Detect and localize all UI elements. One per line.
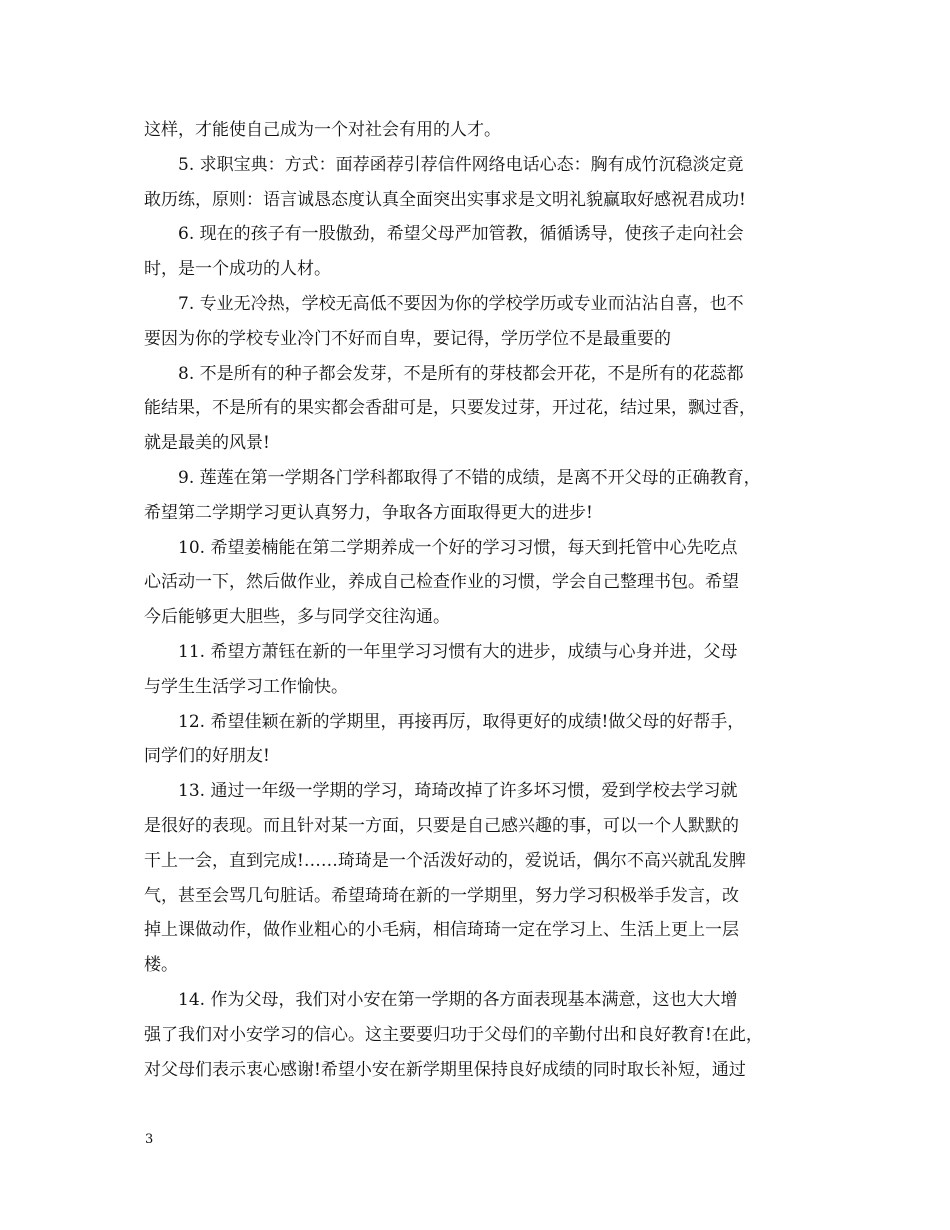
paragraph-line: 11. 希望方萧钰在新的一年里学习习惯有大的进步，成绩与心身并进，父母 [178,641,738,662]
page-number: 3 [145,1132,154,1147]
paragraph-line: 强了我们对小安学习的信心。这主要要归功于父母们的辛勤付出和良好教育!在此， [144,1024,763,1045]
paragraph-line: 气，甚至会骂几句脏话。希望琦琦在新的一学期里，努力学习积极举手发言，改 [144,885,739,906]
paragraph-line: 对父母们表示衷心感谢!希望小安在新学期里保持良好成绩的同时取长补短，通过 [144,1059,746,1080]
paragraph-line: 7. 专业无冷热，学校无高低不要因为你的学校学历或专业而沾沾自喜，也不 [178,293,744,314]
paragraph-line: 6. 现在的孩子有一股傲劲，希望父母严加管教，循循诱导，使孩子走向社会 [178,224,744,245]
paragraph-line: 这样，才能使自己成为一个对社会有用的人才。 [144,120,501,140]
paragraph-line: 12. 希望佳颖在新的学期里，再接再厉，取得更好的成绩!做父母的好帮手， [178,711,745,732]
paragraph-line: 8. 不是所有的种子都会发芽，不是所有的芽枝都会开花，不是所有的花蕊都 [178,363,744,384]
paragraph-line: 10. 希望姜楠能在第二学期养成一个好的学习习惯，每天到托管中心先吃点 [178,537,738,558]
paragraph-line: 掉上课做动作，做作业粗心的小毛病，相信琦琦一定在学习上、生活上更上一层 [144,920,739,941]
paragraph-line: 敢历练，原则：语言诚恳态度认真全面突出实事求是文明礼貌赢取好感祝君成功! [144,189,746,210]
paragraph-line: 同学们的好朋友! [144,746,270,767]
paragraph-line: 时，是一个成功的人材。 [144,259,331,280]
paragraph-line: 与学生生活学习工作愉快。 [144,676,348,697]
paragraph-line: 9. 莲莲在第一学期各门学科都取得了不错的成绩，是离不开父母的正确教育， [178,467,761,488]
paragraph-line: 就是最美的风景! [144,433,270,454]
paragraph-line: 5. 求职宝典：方式：面荐函荐引荐信件网络电话心态：胸有成竹沉稳淡定竟 [178,154,744,175]
paragraph-line: 心活动一下，然后做作业，养成自己检查作业的习惯，学会自己整理书包。希望 [144,572,739,593]
paragraph-line: 能结果，不是所有的果实都会香甜可是，只要发过芽，开过花，结过果，飘过香， [144,398,756,419]
paragraph-line: 今后能够更大胆些，多与同学交往沟通。 [144,607,450,628]
paragraph-line: 要因为你的学校专业冷门不好而自卑，要记得，学历学位不是最重要的 [144,328,671,349]
paragraph-line: 14. 作为父母，我们对小安在第一学期的各方面表现基本满意，这也大大增 [178,989,738,1010]
paragraph-line: 楼。 [144,955,178,976]
document-body [144,113,824,1087]
paragraph-line: 是很好的表现。而且针对某一方面，只要是自己感兴趣的事，可以一个人默默的 [144,815,739,836]
paragraph-line: 干上一会，直到完成!……琦琦是一个活泼好动的，爱说话，偶尔不高兴就乱发脾 [144,850,746,871]
paragraph-line: 希望第二学期学习更认真努力，争取各方面取得更大的进步! [144,502,593,523]
paragraph-line: 13. 通过一年级一学期的学习，琦琦改掉了许多坏习惯，爱到学校去学习就 [178,781,738,802]
